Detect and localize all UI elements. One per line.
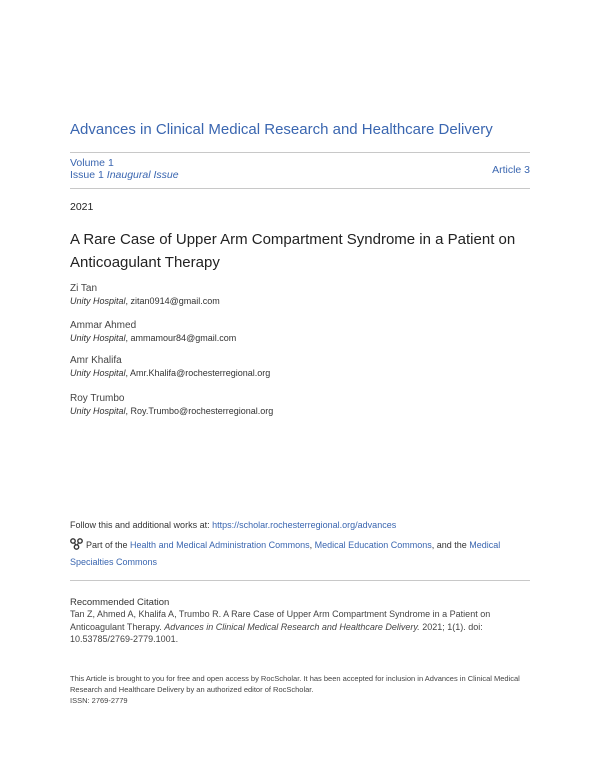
issue-name: Inaugural Issue [106, 169, 179, 181]
author-entry: Roy Trumbo Unity Hospital, Roy.Trumbo@rochesterregional.org [70, 393, 274, 416]
follow-text: Follow this and additional works at: [70, 520, 210, 530]
divider [70, 188, 530, 189]
commons-link-medical-education[interactable]: Medical Education Commons [314, 540, 432, 550]
citation-journal: Advances in Clinical Medical Research and Healthcare Delivery. [164, 621, 420, 632]
author-affiliation: Unity Hospital [70, 406, 126, 416]
issue-link[interactable] [70, 169, 179, 181]
publication-year: 2021 [70, 201, 94, 213]
recommended-citation-heading: Recommended Citation [70, 597, 170, 608]
journal-title[interactable]: Advances in Clinical Medical Research and Healthcare Delivery [70, 121, 493, 138]
author-affiliation: Unity Hospital [70, 368, 126, 378]
separator: , and the [431, 540, 467, 550]
issn: ISSN: 2769-2779 [70, 696, 128, 705]
divider [70, 152, 530, 153]
follow-line [70, 520, 396, 530]
author-entry: Ammar Ahmed Unity Hospital, ammamour84@gmail.com [70, 320, 237, 343]
footer-text: This Article is brought to you for free and open access by RocScholar. It has been accepted for inclusion in Advances in Clinical Medical Research and Healthcare Delivery by an authorized editor of RocScholar. [70, 674, 520, 694]
footer-notice [70, 673, 530, 706]
author-name: Ammar Ahmed [70, 320, 137, 331]
part-of-commons [70, 537, 530, 571]
open-access-network-icon [70, 538, 83, 550]
commons-link-health-admin[interactable]: Health and Medical Administration Commons [130, 540, 310, 550]
issue-info [70, 157, 179, 181]
paper-title: A Rare Case of Upper Arm Compartment Syndrome in a Patient on Anticoagulant Therapy [70, 231, 516, 271]
issue-number: Issue 1 [70, 169, 104, 181]
author-affiliation: Unity Hospital [70, 333, 126, 343]
author-name: Zi Tan [70, 283, 98, 294]
citation-text [70, 608, 540, 646]
separator: , [309, 540, 313, 550]
author-affiliation: Unity Hospital [70, 296, 126, 306]
divider [70, 580, 530, 581]
author-email[interactable]: Roy.Trumbo@rochesterregional.org [130, 406, 274, 416]
citation-doi: 2021; 1(1). doi: 10.53785/2769-2779.1001. [70, 621, 483, 644]
author-email[interactable]: zitan0914@gmail.com [130, 296, 220, 306]
author-email[interactable]: ammamour84@gmail.com [130, 333, 237, 343]
repository-url-link[interactable]: https://scholar.rochesterregional.org/advances [212, 520, 397, 530]
commons-link-medical-specialties[interactable]: Medical Specialties Commons [70, 540, 501, 567]
author-email[interactable]: Amr.Khalifa@rochesterregional.org [130, 368, 271, 378]
author-entry: Amr Khalifa Unity Hospital, Amr.Khalifa@rochesterregional.org [70, 355, 271, 378]
citation-authors-title: Tan Z, Ahmed A, Khalifa A, Trumbo R. A Rare Case of Upper Arm Compartment Syndrome in a Patient on Anticoagulant Therapy. [70, 609, 491, 632]
part-of-prefix: Part of the [86, 540, 128, 550]
volume-link[interactable]: Volume 1 [70, 157, 114, 169]
author-entry: Zi Tan Unity Hospital, zitan0914@gmail.com [70, 283, 220, 306]
article-number-link[interactable]: Article 3 [492, 164, 530, 176]
author-name: Roy Trumbo [70, 393, 125, 404]
author-name: Amr Khalifa [70, 355, 122, 366]
